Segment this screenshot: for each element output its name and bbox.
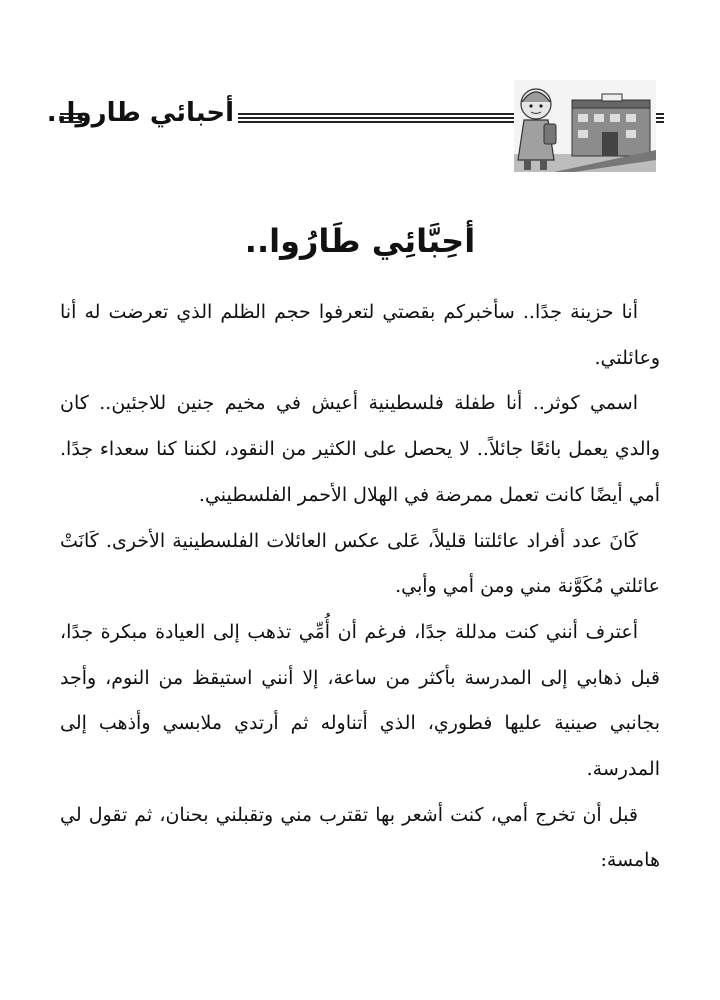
header-rule-right bbox=[656, 113, 664, 123]
paragraph: كَانَ عدد أفراد عائلتنا قليلاً، عَلى عكس العائلات الفلسطينية الأخرى. كَانَتْ عائلتي مُكَوَّنة مني ومن أمي وأبي. bbox=[60, 529, 660, 598]
page-header bbox=[46, 80, 660, 175]
paragraph: اسمي كوثر.. أنا طفلة فلسطينية أعيش في مخيم جنين للاجئين.. كان والدي يعمل بائعًا جائلاً.. لا يحصل على الكثير من النقود، لكننا كنا سعداء جدًا. أمي أيضًا كانت تعمل ممرضة في الهلال الأحمر الفلسطيني. bbox=[60, 392, 660, 506]
chapter-title: أحِبَّائِي طَارُوا.. bbox=[244, 222, 476, 260]
paragraph: أنا حزينة جدًا.. سأخبركم بقصتي لتعرفوا حجم الظلم الذي تعرضت له أنا وعائلتي. bbox=[60, 301, 660, 369]
paragraph: أعترف أنني كنت مدللة جدًا، فرغم أن أُمِّي تذهب إلى العيادة مبكرة جدًا، قبل ذهابي إلى المدرسة بأكثر من ساعة، إلا أنني استيقظ من النوم، وأجد بجانبي صينية عليها فطوري، الذي أتناوله ثم أرتدي ملابسي وأذهب إلى المدرسة. bbox=[60, 620, 660, 781]
girl-and-school-illustration bbox=[514, 80, 656, 172]
story-body bbox=[60, 290, 660, 884]
paragraph: قبل أن تخرج أمي، كنت أشعر بها تقترب مني وتقبلني بحنان، ثم تقول لي هامسة: bbox=[60, 803, 660, 872]
header-rule-middle bbox=[238, 113, 516, 123]
header-title: أحبائي طاروا.. bbox=[46, 98, 234, 128]
